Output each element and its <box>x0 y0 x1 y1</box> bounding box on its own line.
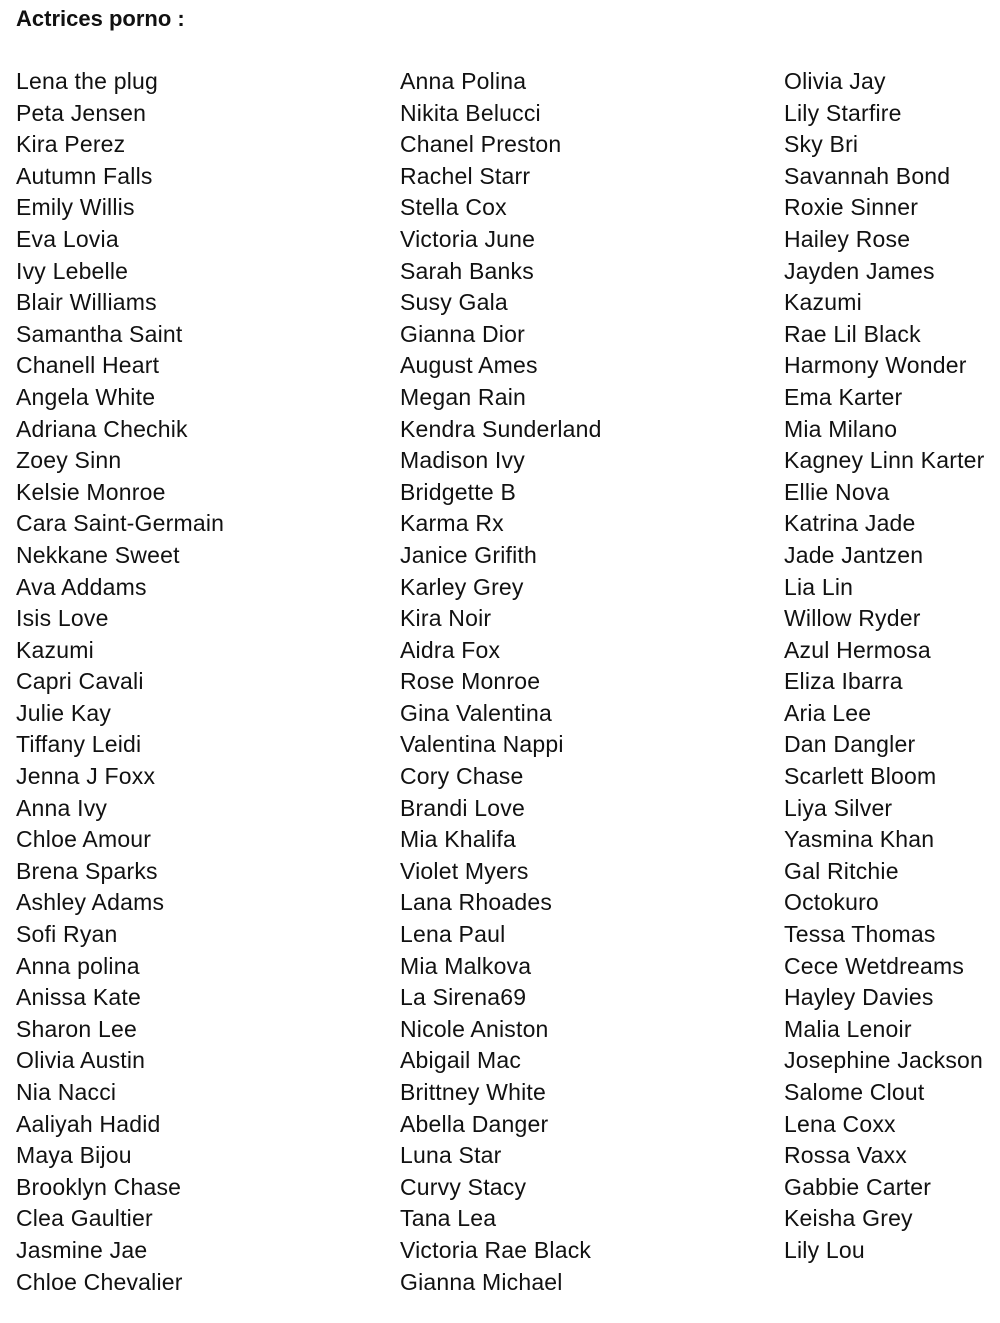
name-list-item: Autumn Falls <box>16 162 153 189</box>
name-list-item: Aidra Fox <box>400 636 501 663</box>
name-list-item: Harmony Wonder <box>784 352 967 379</box>
name-list-item: Rose Monroe <box>400 668 541 695</box>
name-list-item: Sarah Banks <box>400 257 534 284</box>
name-list-item: Ema Karter <box>784 383 903 410</box>
name-list-item: Mia Malkova <box>400 952 532 979</box>
name-list-item: Jade Jantzen <box>784 541 924 568</box>
name-list-item: Nicole Aniston <box>400 1015 549 1042</box>
name-list-item: Jenna J Foxx <box>16 763 156 790</box>
name-list-item: Kazumi <box>16 636 94 663</box>
name-list-item: Angela White <box>16 383 156 410</box>
name-list-item: Lia Lin <box>784 573 854 600</box>
name-list-item: Lily Lou <box>784 1236 865 1263</box>
name-list-item: Chanell Heart <box>16 352 160 379</box>
name-list-item: Willow Ryder <box>784 605 921 632</box>
name-list-item: Aria Lee <box>784 699 872 726</box>
name-list-item: Susy Gala <box>400 289 508 316</box>
name-list-item: Tana Lea <box>400 1205 497 1232</box>
name-list-item: Capri Cavali <box>16 668 144 695</box>
name-column-1 <box>16 66 224 1298</box>
name-list-item: Chloe Amour <box>16 826 152 853</box>
name-list-item: Janice Grifith <box>400 541 538 568</box>
name-list-item: Curvy Stacy <box>400 1173 527 1200</box>
name-list-item: Chanel Preston <box>400 131 562 158</box>
name-list-item: Karley Grey <box>400 573 524 600</box>
name-list-item: Samantha Saint <box>16 320 183 347</box>
name-list-item: Liya Silver <box>784 794 893 821</box>
name-list-item: Eva Lovia <box>16 225 119 252</box>
name-list-item: Victoria June <box>400 225 536 252</box>
name-list-item: Anna Polina <box>400 68 527 94</box>
name-list-item: Lena Paul <box>400 921 506 948</box>
name-list-item: Jayden James <box>784 257 935 284</box>
name-list-item: Mia Milano <box>784 415 898 442</box>
name-list-item: Clea Gaultier <box>16 1205 153 1232</box>
name-list-item: Josephine Jackson <box>784 1047 984 1074</box>
name-list-item: La Sirena69 <box>400 984 527 1011</box>
name-list-item: Sharon Lee <box>16 1015 137 1042</box>
name-list-item: Roxie Sinner <box>784 194 919 221</box>
name-list-item: Sky Bri <box>784 131 859 158</box>
name-list-item: Octokuro <box>784 889 879 916</box>
name-list-item: Stella Cox <box>400 194 507 221</box>
name-list-item: Kelsie Monroe <box>16 478 166 505</box>
name-list-item: Azul Hermosa <box>784 636 931 663</box>
name-list-item: Anna Ivy <box>16 794 108 821</box>
name-list-item: Sofi Ryan <box>16 921 118 948</box>
name-list-item: Savannah Bond <box>784 162 951 189</box>
name-list-item: Yasmina Khan <box>784 826 935 853</box>
document-title: Actrices porno : <box>16 6 185 31</box>
name-list-item: Gianna Dior <box>400 320 525 347</box>
name-list-item: Luna Star <box>400 1142 502 1169</box>
name-list-item: Nekkane Sweet <box>16 541 180 568</box>
name-list-item: Ivy Lebelle <box>16 257 129 284</box>
name-list-item: Anna polina <box>16 952 140 979</box>
name-list-item: Kagney Linn Karter <box>784 447 985 474</box>
name-list-item: Valentina Nappi <box>400 731 564 758</box>
name-list-item: Cara Saint-Germain <box>16 510 225 537</box>
name-list-item: Violet Myers <box>400 857 529 884</box>
name-list-item: Karma Rx <box>400 510 504 537</box>
name-list-item: Adriana Chechik <box>16 415 188 442</box>
name-list-item: Hayley Davies <box>784 984 934 1011</box>
name-list-item: Rossa Vaxx <box>784 1142 908 1169</box>
name-list-item: Lena the plug <box>16 68 159 94</box>
name-list-item: Blair Williams <box>16 289 157 316</box>
name-list-item: Brandi Love <box>400 794 525 821</box>
name-list-item: August Ames <box>400 352 538 379</box>
name-list-item: Isis Love <box>16 605 109 632</box>
name-list-item: Cece Wetdreams <box>784 952 965 979</box>
name-list-item: Gabbie Carter <box>784 1173 932 1200</box>
name-list-item: Cory Chase <box>400 763 524 790</box>
name-list-item: Aaliyah Hadid <box>16 1110 161 1137</box>
name-list-item: Salome Clout <box>784 1079 925 1105</box>
name-list-item: Zoey Sinn <box>16 447 122 474</box>
name-list-item: Chloe Chevalier <box>16 1268 183 1295</box>
name-list-item: Gal Ritchie <box>784 857 899 884</box>
name-list-item: Kendra Sunderland <box>400 415 602 442</box>
name-list-item: Tessa Thomas <box>784 921 936 948</box>
name-list-item: Maya Bijou <box>16 1142 132 1169</box>
name-list-item: Madison Ivy <box>400 447 525 474</box>
name-list-item: Brooklyn Chase <box>16 1173 182 1200</box>
name-list-item: Brena Sparks <box>16 857 158 884</box>
name-list-item: Nikita Belucci <box>400 99 541 126</box>
name-list-item: Katrina Jade <box>784 510 916 537</box>
name-list-item: Abigail Mac <box>400 1047 522 1074</box>
name-list-item: Ellie Nova <box>784 478 890 505</box>
name-list-item: Ava Addams <box>16 573 147 600</box>
name-list-item: Lana Rhoades <box>400 889 553 916</box>
name-list-item: Peta Jensen <box>16 99 147 126</box>
name-column-3 <box>784 66 985 1267</box>
name-list-item: Malia Lenoir <box>784 1015 912 1042</box>
name-column-2 <box>400 66 602 1298</box>
name-list-item: Hailey Rose <box>784 225 911 252</box>
name-list-item: Scarlett Bloom <box>784 763 937 790</box>
name-list-item: Tiffany Leidi <box>16 731 142 758</box>
name-list-item: Olivia Austin <box>16 1047 146 1074</box>
name-list-item: Bridgette B <box>400 478 516 505</box>
name-list-item: Kira Noir <box>400 605 492 632</box>
name-list-item: Keisha Grey <box>784 1205 913 1232</box>
name-list-item: Ashley Adams <box>16 889 165 916</box>
name-list-item: Jasmine Jae <box>16 1236 148 1263</box>
name-list-item: Kazumi <box>784 289 862 316</box>
name-list-item: Lena Coxx <box>784 1110 896 1137</box>
name-list-item: Abella Danger <box>400 1110 549 1137</box>
name-list-item: Eliza Ibarra <box>784 668 903 695</box>
name-list-item: Megan Rain <box>400 383 527 410</box>
name-list-item: Emily Willis <box>16 194 135 221</box>
name-list-item: Julie Kay <box>16 699 112 726</box>
name-list-item: Dan Dangler <box>784 731 916 758</box>
name-list-item: Mia Khalifa <box>400 826 516 853</box>
name-list-item: Rae Lil Black <box>784 320 921 347</box>
name-list-item: Rachel Starr <box>400 162 531 189</box>
name-list-item: Victoria Rae Black <box>400 1236 592 1263</box>
name-list-item: Gina Valentina <box>400 699 552 726</box>
name-list-item: Olivia Jay <box>784 68 886 94</box>
name-list-item: Anissa Kate <box>16 984 141 1011</box>
name-list-item: Kira Perez <box>16 131 126 158</box>
name-list-item: Brittney White <box>400 1079 546 1105</box>
name-list-item: Nia Nacci <box>16 1079 117 1105</box>
name-list-item: Gianna Michael <box>400 1268 563 1295</box>
name-list-item: Lily Starfire <box>784 99 902 126</box>
